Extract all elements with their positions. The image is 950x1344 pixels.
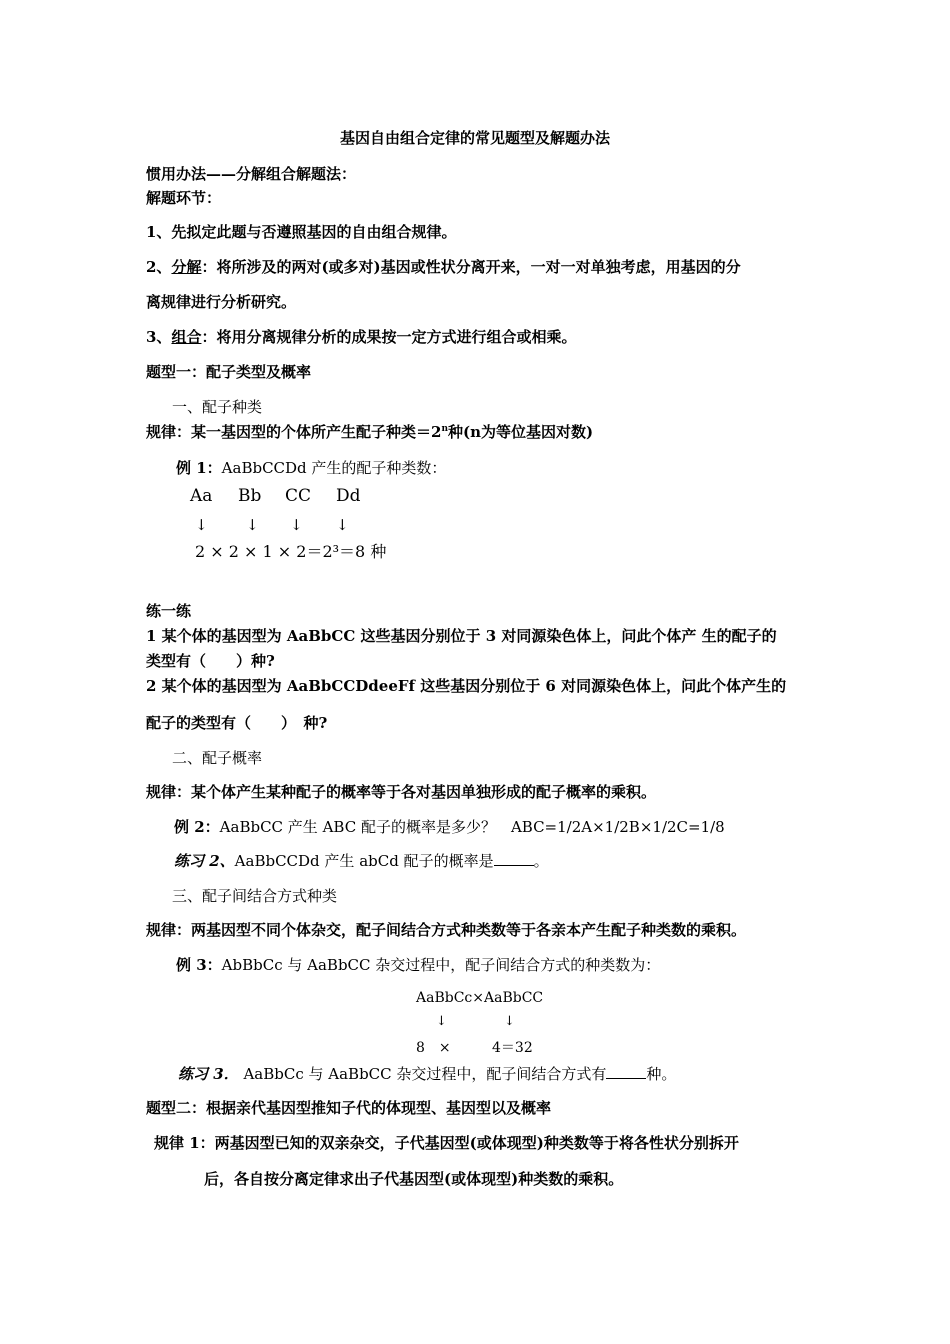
section-3-heading: 三、配子间结合方式种类: [172, 887, 338, 905]
example-1-text: AaBbCCDd 产生的配子种类数：: [221, 459, 447, 477]
practice-q1: 1 某个体的基因型为 AaBbCC 这些基因分别位于 3 对同源染色体上，问此个体产 生的配子的: [146, 627, 777, 645]
answer-blank[interactable]: [494, 851, 534, 866]
section-3-rule: 规律：两基因型不同个体杂交，配子间结合方式种类数等于各亲本产生配子种类数的乘积。: [146, 921, 747, 939]
practice-2-label: 练习 2、: [174, 852, 235, 870]
step-1: 1、先拟定此题与否遵照基因的自由组合规律。: [146, 223, 457, 241]
practice-3-text: AaBbCc 与 AaBbCC 杂交过程中，配子间结合方式有: [243, 1065, 607, 1083]
section-2-heading: 二、配子概率: [172, 749, 263, 767]
gamete-calc: 2 × 2 × 1 × 2＝2³＝8 种: [195, 542, 387, 561]
example-1-label: 例 1：: [176, 459, 222, 477]
down-arrow-icon: ↓: [436, 1014, 447, 1029]
type-1-heading: 题型一：配子类型及概率: [146, 363, 312, 381]
practice-q2-cont: 配子的类型有（ ） 种?: [146, 714, 328, 732]
step-3-num: 3、: [146, 328, 172, 346]
pair-aa: Aa: [190, 486, 213, 506]
method-heading: 惯用办法——分解组合解题法：: [146, 165, 357, 183]
down-arrow-icon: ↓: [195, 516, 208, 534]
pair-dd: Dd: [336, 486, 361, 506]
step-3-text: ：将用分离规律分析的成果按一定方式进行组合或相乘。: [201, 328, 577, 346]
step-2-cont: 离规律进行分析研究。: [146, 293, 297, 311]
example-3-text: AbBbCc 与 AaBbCC 杂交过程中，配子间结合方式的种类数为：: [221, 956, 661, 974]
example-2-text: AaBbCC 产生 ABC 配子的概率是多少？ ABC=1/2A×1/2B×1/2C=1/8: [219, 818, 725, 836]
step-3-key: 组合: [171, 328, 202, 346]
cross-result-left: 8 ×: [416, 1040, 451, 1056]
example-2-label: 例 2：: [174, 818, 220, 836]
down-arrow-icon: ↓: [504, 1014, 515, 1029]
rule-superscript: n: [441, 424, 448, 434]
rule-2-line-2: 后，各自按分离定律求出子代基因型(或体现型)种类数的乘积。: [204, 1170, 624, 1188]
step-3: [146, 327, 576, 347]
down-arrow-icon: ↓: [336, 516, 349, 534]
step-2-key: 分解: [171, 258, 202, 276]
step-2-text: ：将所涉及的两对(或多对)基因或性状分离开来，一对一对单独考虑，用基因的分: [201, 258, 741, 276]
practice-3-label: 练习 3．: [178, 1065, 239, 1083]
down-arrow-icon: ↓: [290, 516, 303, 534]
practice-q2: 2 某个体的基因型为 AaBbCCDdeeFf 这些基因分别位于 6 对同源染色体上，问此个体产生的: [146, 677, 787, 695]
pair-cc: CC: [285, 486, 312, 506]
rule-2-line-1: 规律 1：两基因型已知的双亲杂交，子代基因型(或体现型)种类数等于将各性状分别拆开: [154, 1134, 739, 1152]
cross-genotypes: AaBbCc×AaBbCC: [416, 990, 544, 1006]
practice-heading: 练一练: [146, 602, 192, 620]
step-2-num: 2、: [146, 258, 172, 276]
steps-heading: 解题环节：: [146, 189, 222, 207]
practice-q1-cont: 类型有（ ）种?: [146, 652, 275, 670]
practice-2: [174, 851, 549, 871]
example-1: [176, 458, 446, 478]
practice-3: [178, 1064, 676, 1084]
cross-result-right: 4＝32: [492, 1040, 533, 1056]
practice-2-end: 。: [533, 852, 549, 870]
down-arrow-icon: ↓: [246, 516, 259, 534]
practice-2-text: AaBbCCDd 产生 abCd 配子的概率是: [234, 852, 494, 870]
example-3-label: 例 3：: [176, 956, 222, 974]
answer-blank[interactable]: [606, 1064, 646, 1079]
example-2: [174, 817, 725, 837]
type-2-heading: 题型二：根据亲代基因型推知子代的体现型、基因型以及概率: [146, 1099, 552, 1117]
document-title: 基因自由组合定律的常见题型及解题办法: [339, 129, 610, 147]
practice-3-end: 种。: [646, 1065, 677, 1083]
example-3: [176, 955, 660, 975]
rule-text-end: 种(n为等位基因对数): [448, 423, 594, 441]
section-1-heading: 一、配子种类: [172, 398, 263, 416]
section-1-rule: [146, 422, 593, 442]
section-2-rule: 规律：某个体产生某种配子的概率等于各对基因单独形成的配子概率的乘积。: [146, 783, 657, 801]
rule-text: 规律：某一基因型的个体所产生配子种类＝2: [146, 423, 442, 441]
pair-bb: Bb: [238, 486, 262, 506]
step-2: [146, 257, 741, 277]
